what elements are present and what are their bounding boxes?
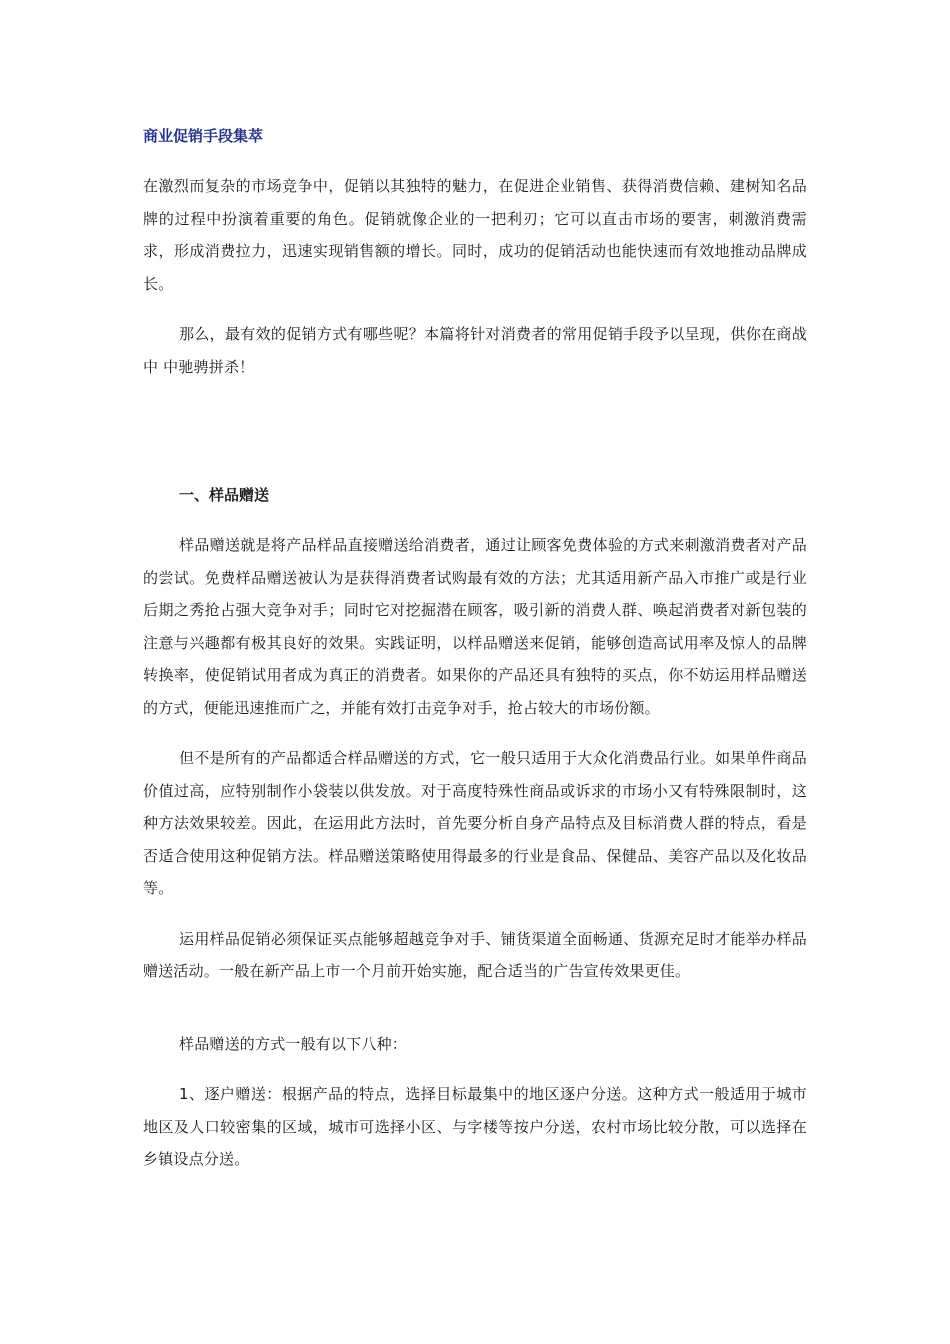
spacer [143, 383, 807, 479]
section-paragraph-3: 运用样品促销必须保证买点能够超越竞争对手、铺货渠道全面畅通、货源充足时才能举办样品赠送活动。一般在新产品上市一个月前开始实施，配合适当的广告宣传效果更佳。 [143, 929, 807, 980]
spacer [143, 511, 807, 529]
section-paragraph-1: 样品赠送就是将产品样品直接赠送给消费者，通过让顾客免费体验的方式来刺激消费者对产品的尝试。免费样品赠送被认为是获得消费者试购最有效的方法；尤其适用新产品入市推广或是行业后期之秀抢占强大竞争对手；同时它对挖掘潜在顾客，吸引新的消费人群、唤起消费者对新包装的注意与兴趣都有极其良好的效果。实践证明，以样品赠送来促销，能够创造高试用率及惊人的品牌转换率，使促销试用者成为真正的消费者。如果你的产品还具有独特的买点，你不妨运用样品赠送的方式，便能迅速推而广之，并能有效打击竞争对手，抢占较大的市场份额。 [143, 536, 807, 717]
document-title: 商业促销手段集萃 [143, 127, 264, 145]
spacer [143, 300, 807, 318]
method-1: 1、逐户赠送：根据产品的特点，选择目标最集中的地区逐户分送。这种方式一般适用于城市地区及人口较密集的区域，城市可选择小区、与字楼等按户分送，农村市场比较分散，可以选择在乡镇设点分送。 [143, 1085, 807, 1168]
document-body [143, 122, 807, 1176]
intro-paragraph-2: 那么，最有效的促销方式有哪些呢？本篇将针对消费者的常用促销手段予以呈现，供你在商战中 中驰骋拼杀！ [143, 325, 807, 376]
spacer [143, 1060, 807, 1078]
section-paragraph-2: 但不是所有的产品都适合样品赠送的方式，它一般只适用于大众化消费品行业。如果单件商品价值过高，应特别制作小袋装以供发放。对于高度特殊性商品或诉求的市场小又有特殊限制时，这种方法效果较差。因此，在运用此方法时，首先要分析自身产品特点及目标消费人群的特点，看是否适合使用这种促销方法。样品赠送策略使用得最多的行业是食品、保健品、美容产品以及化妆品等。 [143, 749, 807, 897]
section-heading: 一、样品赠送 [179, 486, 270, 504]
intro-paragraph-1: 在激烈而复杂的市场竞争中，促销以其独特的魅力，在促进企业销售、获得消费信赖、建树知名品牌的过程中扮演着重要的角色。促销就像企业的一把利刃；它可以直击市场的要害，刺激消费需求，形成消费拉力，迅速实现销售额的增长。同时，成功的促销活动也能快速而有效地推动品牌成长。 [143, 177, 807, 293]
spacer [143, 724, 807, 742]
spacer [143, 988, 807, 1010]
methods-intro: 样品赠送的方式一般有以下八种： [179, 1034, 408, 1053]
spacer [143, 1010, 807, 1028]
spacer [143, 905, 807, 923]
